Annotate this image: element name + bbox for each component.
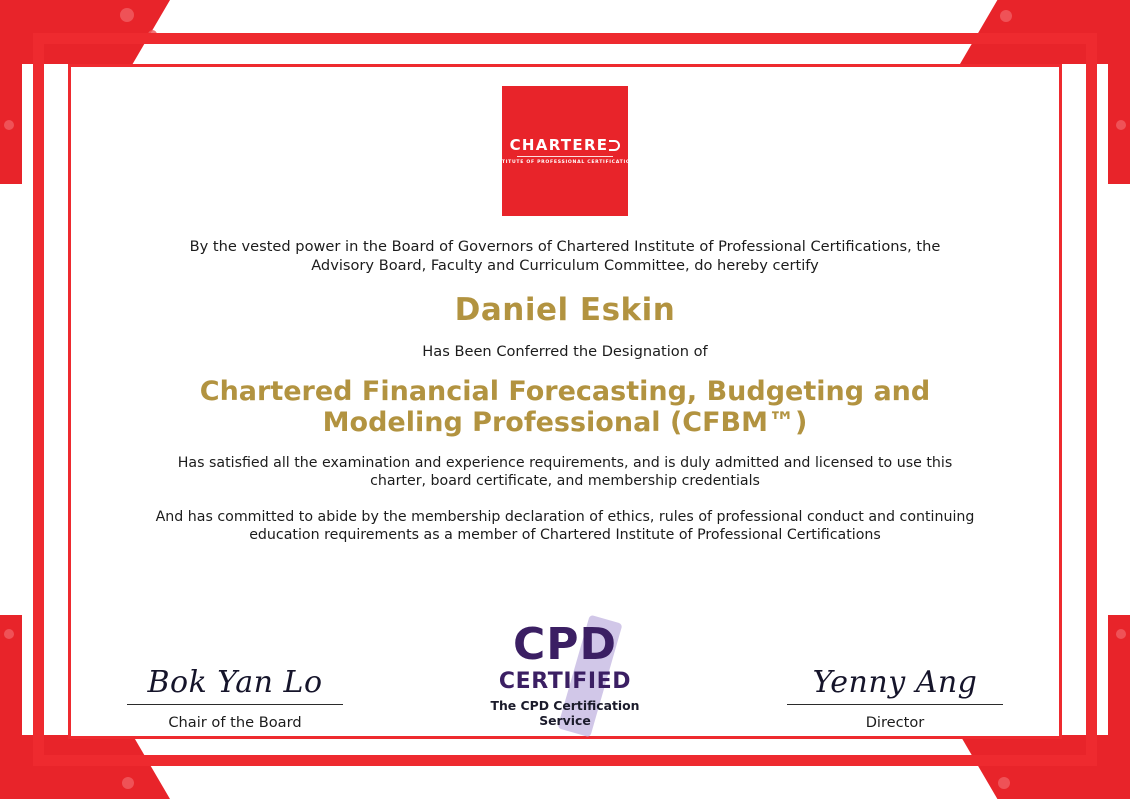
decorative-dot <box>122 777 134 789</box>
vested-power-text: By the vested power in the Board of Governors of Chartered Institute of Professional Certifications, the Advisory Board, Faculty and Curriculum Committee, do hereby certify <box>189 238 941 274</box>
decorative-dot <box>120 8 134 22</box>
chartered-institute-logo <box>490 86 640 216</box>
edge-accent-right-top <box>1108 64 1130 184</box>
logo-wordmark-row <box>509 135 621 154</box>
cpd-service-name: The CPD Certification Service <box>490 698 640 729</box>
signature-line-chair <box>127 704 343 706</box>
edge-accent-right-bottom <box>1108 615 1130 735</box>
requirements-paragraph: Has satisfied all the examination and experience requirements, and is duly admitted and licensed to use this charter, board certificate, and membership credentials <box>177 454 953 489</box>
decorative-dot <box>1116 629 1126 639</box>
decorative-dot <box>4 120 14 130</box>
decorative-dot <box>998 777 1010 789</box>
signature-director: Yenny Ang <box>812 664 978 700</box>
signature-block-director <box>770 664 1020 732</box>
cpd-certified-badge <box>470 619 660 731</box>
cpd-acronym: CPD <box>512 619 618 671</box>
signature-line-director <box>787 704 1003 706</box>
signature-block-chair <box>110 664 360 732</box>
signature-title-chair: Chair of the Board <box>168 714 302 731</box>
cpd-certified-label: CERTIFIED <box>498 669 632 695</box>
logo-wordmark-text: CHARTERE <box>509 135 609 154</box>
certificate-content <box>76 72 1054 733</box>
signature-chair: Bok Yan Lo <box>147 664 323 700</box>
ethics-paragraph: And has committed to abide by the membership declaration of ethics, rules of professional conduct and continuing education requirements as a member of Chartered Institute of Professional Certifications <box>155 509 975 544</box>
logo-d-hook-icon <box>609 140 620 151</box>
signature-title-director: Director <box>865 714 925 731</box>
decorative-dot <box>1000 10 1012 22</box>
decorative-dot <box>4 629 14 639</box>
edge-accent-left-bottom <box>0 615 22 735</box>
edge-accent-left-top <box>0 64 22 184</box>
signature-row <box>76 619 1054 731</box>
logo-divider <box>517 156 613 157</box>
logo-subtitle: INSTITUTE OF PROFESSIONAL CERTIFICATIONS <box>490 159 640 165</box>
designation-title: Chartered Financial Forecasting, Budgeting and Modeling Professional (CFBM™) <box>199 376 931 438</box>
conferred-label: Has Been Conferred the Designation of <box>422 343 708 361</box>
recipient-name: Daniel Eskin <box>454 292 676 329</box>
decorative-dot <box>1116 120 1126 130</box>
